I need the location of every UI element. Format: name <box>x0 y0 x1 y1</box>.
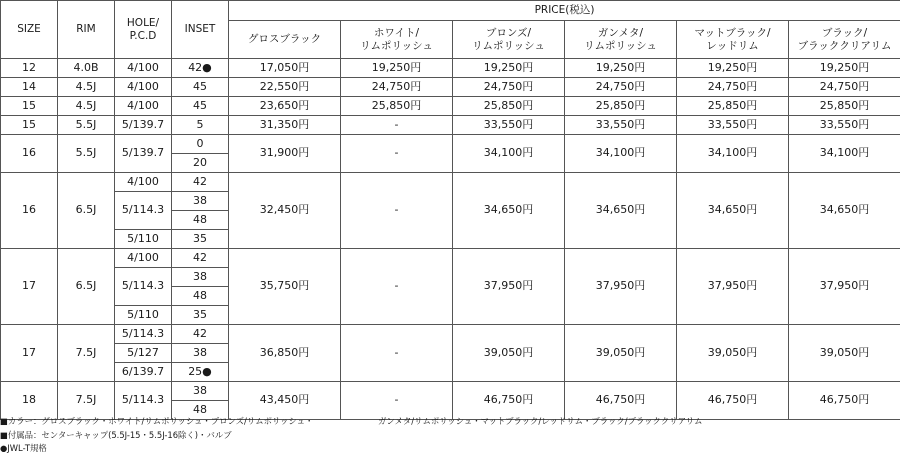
price-cell: 22,550円 <box>229 78 341 97</box>
size-cell: 17 <box>1 249 58 325</box>
header-rim: RIM <box>58 1 115 59</box>
table-row <box>1 97 900 116</box>
price-cell: 33,550円 <box>789 116 900 135</box>
rim-cell: 5.5J <box>58 135 115 173</box>
rim-cell: 5.5J <box>58 116 115 135</box>
inset-cell: 35 <box>172 306 229 325</box>
pcd-cell: 5/114.3 <box>115 268 172 306</box>
price-cell: 37,950円 <box>453 249 565 325</box>
price-cell: 46,750円 <box>453 382 565 420</box>
price-cell: 34,100円 <box>565 135 677 173</box>
pcd-cell: 5/127 <box>115 344 172 363</box>
price-cell: 24,750円 <box>677 78 789 97</box>
price-cell: 35,750円 <box>229 249 341 325</box>
inset-cell: 42 <box>172 249 229 268</box>
price-cell: 19,250円 <box>789 59 900 78</box>
note-colors-continued: ガンメタ/リムポリッシュ・マットブラック/レッドリム・ブラック/ブラッククリアリム <box>378 416 703 426</box>
inset-cell: 42● <box>172 59 229 78</box>
rim-cell: 7.5J <box>58 382 115 420</box>
header-size: SIZE <box>1 1 58 59</box>
price-cell: - <box>341 135 453 173</box>
inset-cell: 38 <box>172 268 229 287</box>
inset-cell: 45 <box>172 97 229 116</box>
header-hole-pcd-line1: HOLE/ <box>126 17 160 30</box>
price-cell: 31,900円 <box>229 135 341 173</box>
price-cell: 24,750円 <box>453 78 565 97</box>
inset-cell: 5 <box>172 116 229 135</box>
rim-cell: 6.5J <box>58 249 115 325</box>
header-color-0: グロスブラック <box>229 21 341 59</box>
price-cell: 33,550円 <box>453 116 565 135</box>
price-cell: - <box>341 116 453 135</box>
price-cell: 24,750円 <box>341 78 453 97</box>
price-cell: 34,100円 <box>677 135 789 173</box>
price-cell: 46,750円 <box>565 382 677 420</box>
price-cell: 33,550円 <box>565 116 677 135</box>
price-cell: 19,250円 <box>677 59 789 78</box>
price-cell: 32,450円 <box>229 173 341 249</box>
rim-cell: 4.5J <box>58 97 115 116</box>
price-cell: 19,250円 <box>565 59 677 78</box>
size-cell: 18 <box>1 382 58 420</box>
inset-cell: 38 <box>172 382 229 401</box>
price-cell: 36,850円 <box>229 325 341 382</box>
price-cell: 25,850円 <box>453 97 565 116</box>
price-cell: 23,650円 <box>229 97 341 116</box>
price-cell: 34,650円 <box>789 173 900 249</box>
size-cell: 17 <box>1 325 58 382</box>
inset-cell: 35 <box>172 230 229 249</box>
pcd-cell: 6/139.7 <box>115 363 172 382</box>
pcd-cell: 5/114.3 <box>115 325 172 344</box>
header-hole-pcd-line2: P.C.D <box>129 29 157 42</box>
price-cell: - <box>341 173 453 249</box>
note-colors: ■カラー：グロスブラック・ホワイト/リムポリッシュ・ブロンズ/リムポリッシュ・ <box>0 416 314 426</box>
inset-cell: 20 <box>172 154 229 173</box>
pcd-cell: 4/100 <box>115 249 172 268</box>
price-cell: 17,050円 <box>229 59 341 78</box>
table-row <box>1 249 900 268</box>
table-row <box>1 135 900 154</box>
price-cell: 37,950円 <box>565 249 677 325</box>
inset-cell: 48 <box>172 211 229 230</box>
price-cell: 31,350円 <box>229 116 341 135</box>
inset-cell: 0 <box>172 135 229 154</box>
size-cell: 15 <box>1 97 58 116</box>
price-cell: 46,750円 <box>677 382 789 420</box>
price-cell: 39,050円 <box>677 325 789 382</box>
pcd-cell: 4/100 <box>115 78 172 97</box>
pcd-cell: 5/114.3 <box>115 382 172 420</box>
price-cell: 19,250円 <box>453 59 565 78</box>
table-row <box>1 116 900 135</box>
inset-cell: 38 <box>172 192 229 211</box>
price-cell: 19,250円 <box>341 59 453 78</box>
header-color-4: マットブラック/ レッドリム <box>677 21 789 59</box>
pcd-cell: 5/139.7 <box>115 135 172 173</box>
price-cell: 43,450円 <box>229 382 341 420</box>
price-cell: 46,750円 <box>789 382 900 420</box>
size-cell: 12 <box>1 59 58 78</box>
price-cell: 24,750円 <box>789 78 900 97</box>
pcd-cell: 5/110 <box>115 230 172 249</box>
price-cell: 34,650円 <box>677 173 789 249</box>
table-row <box>1 78 900 97</box>
pcd-cell: 5/114.3 <box>115 192 172 230</box>
table-row <box>1 325 900 344</box>
price-cell: 34,100円 <box>453 135 565 173</box>
price-cell: 33,550円 <box>677 116 789 135</box>
pcd-cell: 4/100 <box>115 173 172 192</box>
price-cell: - <box>341 382 453 420</box>
price-cell: 34,650円 <box>453 173 565 249</box>
table-row <box>1 173 900 192</box>
price-cell: - <box>341 325 453 382</box>
header-color-1: ホワイト/ リムポリッシュ <box>341 21 453 59</box>
rim-cell: 6.5J <box>58 173 115 249</box>
header-inset: INSET <box>172 1 229 59</box>
inset-cell: 38 <box>172 344 229 363</box>
rim-cell: 4.0B <box>58 59 115 78</box>
table-row <box>1 382 900 401</box>
price-cell: 37,950円 <box>677 249 789 325</box>
table-row <box>1 59 900 78</box>
inset-cell: 25● <box>172 363 229 382</box>
price-cell: 39,050円 <box>565 325 677 382</box>
price-cell: 37,950円 <box>789 249 900 325</box>
price-cell: 25,850円 <box>677 97 789 116</box>
price-cell: 34,100円 <box>789 135 900 173</box>
note-accessories: ■付属品：センターキャップ(5.5J-15・5.5J-16除く)・バルブ <box>0 429 232 440</box>
rim-cell: 7.5J <box>58 325 115 382</box>
size-cell: 16 <box>1 173 58 249</box>
price-cell: 25,850円 <box>565 97 677 116</box>
inset-cell: 48 <box>172 287 229 306</box>
size-cell: 14 <box>1 78 58 97</box>
header-color-2: ブロンズ/ リムポリッシュ <box>453 21 565 59</box>
price-cell: 39,050円 <box>789 325 900 382</box>
note-jwl: ●JWL-T規格 <box>0 443 47 453</box>
inset-cell: 45 <box>172 78 229 97</box>
price-cell: 25,850円 <box>789 97 900 116</box>
price-cell: 39,050円 <box>453 325 565 382</box>
size-cell: 16 <box>1 135 58 173</box>
inset-cell: 42 <box>172 173 229 192</box>
price-cell: 34,650円 <box>565 173 677 249</box>
pcd-cell: 4/100 <box>115 59 172 78</box>
inset-cell: 42 <box>172 325 229 344</box>
price-cell: 24,750円 <box>565 78 677 97</box>
header-color-5: ブラック/ ブラッククリアリム <box>789 21 900 59</box>
header-color-3: ガンメタ/ リムポリッシュ <box>565 21 677 59</box>
price-cell: - <box>341 249 453 325</box>
inset-cell: 48 <box>172 401 229 420</box>
rim-cell: 4.5J <box>58 78 115 97</box>
pcd-cell: 5/139.7 <box>115 116 172 135</box>
pcd-cell: 5/110 <box>115 306 172 325</box>
header-hole-pcd <box>115 1 172 59</box>
size-cell: 15 <box>1 116 58 135</box>
pcd-cell: 4/100 <box>115 97 172 116</box>
header-price: PRICE(税込) <box>229 1 900 21</box>
price-cell: 25,850円 <box>341 97 453 116</box>
